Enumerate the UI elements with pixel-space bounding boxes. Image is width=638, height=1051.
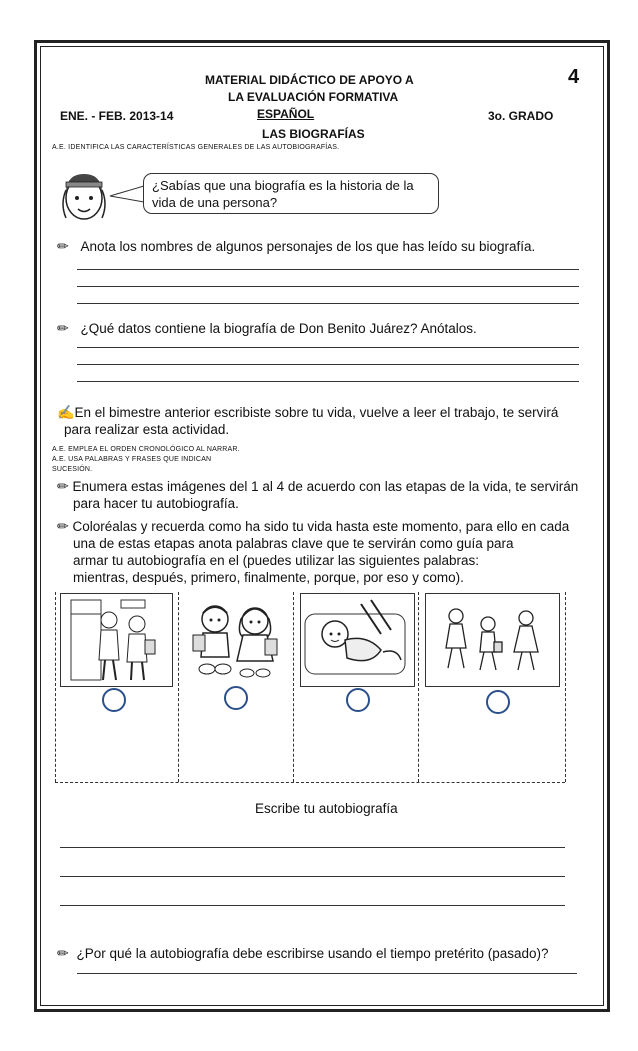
bubble-line1: ¿Sabías que una biografía es la historia de la: [152, 178, 414, 193]
question-4-line1-text: Coloréalas y recuerda como ha sido tu vida hasta este momento, para ello en cada: [72, 519, 570, 534]
answer-line[interactable]: [60, 905, 565, 906]
header-topic: LAS BIOGRAFÍAS: [262, 127, 365, 141]
column-divider: [178, 592, 179, 782]
question-1: [57, 238, 535, 255]
question-4-line4: mientras, después, primero, finalmente, porque, por eso y como).: [73, 570, 464, 585]
ae-orden: A.E. EMPLEA EL ORDEN CRONOLÓGICO AL NARRAR.: [52, 446, 240, 453]
header-grade: 3o. GRADO: [488, 109, 554, 123]
note-line1-text: En el bimestre anterior escribiste sobre tu vida, vuelve a leer el trabajo, te servirá: [74, 405, 559, 420]
question-5-text: ¿Por qué la autobiografía debe escribirse usando el tiempo pretérito (pasado)?: [76, 946, 549, 961]
answer-line[interactable]: [77, 347, 579, 348]
girl-face-illustration: [56, 168, 112, 230]
pencil-icon: ✏: [57, 238, 69, 254]
header-line1: MATERIAL DIDÁCTICO DE APOYO A: [205, 73, 414, 87]
answer-line[interactable]: [77, 269, 579, 270]
young-children-illustration: [181, 593, 288, 685]
question-4-line2: una de estas etapas anota palabras clave que te servirán como guía para: [73, 536, 514, 551]
ae-identifica: A.E. IDENTIFICA LAS CARACTERÍSTICAS GENERALES DE LAS AUTOBIOGRAFÍAS.: [52, 144, 340, 151]
answer-line[interactable]: [77, 381, 579, 382]
pencil-icon: ✏: [57, 320, 69, 336]
bubble-tail: [108, 182, 148, 208]
pencil-icon: ✏: [57, 518, 69, 534]
pencil-icon: ✏: [57, 478, 69, 494]
question-3-line2: para hacer tu autobiografía.: [73, 496, 239, 511]
bubble-line2: vida de una persona?: [152, 195, 278, 210]
header-subject: ESPAÑOL: [257, 107, 315, 121]
ae-sucesion: SUCESIÓN.: [52, 466, 93, 473]
number-circle-1[interactable]: [102, 688, 126, 712]
answer-line[interactable]: [60, 876, 565, 877]
question-3-line1: [57, 478, 578, 495]
strip-bottom: [55, 782, 565, 783]
question-4-line3: armar tu autobiografía en el (puedes utilizar las siguientes palabras:: [73, 553, 479, 568]
question-2-text: ¿Qué datos contiene la biografía de Don Benito Juárez? Anótalos.: [80, 321, 477, 336]
question-4-line1: [57, 518, 569, 535]
group-children-illustration: [425, 593, 560, 687]
answer-line[interactable]: [60, 847, 565, 848]
question-3-line1-text: Enumera estas imágenes del 1 al 4 de acuerdo con las etapas de la vida, te servirán: [72, 479, 579, 494]
page-number: 4: [568, 66, 580, 88]
column-divider: [55, 592, 56, 782]
question-5: [57, 945, 549, 962]
number-circle-3[interactable]: [346, 688, 370, 712]
question-2: [57, 320, 477, 337]
header-period: ENE. - FEB. 2013-14: [60, 109, 174, 123]
baby-illustration: [300, 593, 415, 687]
info-bubble: [143, 173, 439, 214]
school-children-illustration: [60, 593, 173, 687]
note-line1: [57, 404, 558, 421]
header-line2: LA EVALUACIÓN FORMATIVA: [228, 90, 399, 104]
answer-line[interactable]: [77, 286, 579, 287]
writing-hand-icon: ✍: [57, 404, 75, 420]
column-divider: [418, 592, 419, 782]
ae-palabras: A.E. USA PALABRAS Y FRASES QUE INDICAN: [52, 456, 212, 463]
answer-line[interactable]: [77, 303, 579, 304]
number-circle-2[interactable]: [224, 686, 248, 710]
question-1-text: Anota los nombres de algunos personajes de los que has leído su biografía.: [80, 239, 536, 254]
number-circle-4[interactable]: [486, 690, 510, 714]
pencil-icon: ✏: [57, 945, 69, 961]
answer-line[interactable]: [77, 364, 579, 365]
note-line2: para realizar esta actividad.: [64, 422, 230, 437]
column-divider: [565, 592, 566, 782]
column-divider: [293, 592, 294, 782]
answer-line[interactable]: [77, 973, 577, 974]
write-title: Escribe tu autobiografía: [255, 801, 398, 816]
